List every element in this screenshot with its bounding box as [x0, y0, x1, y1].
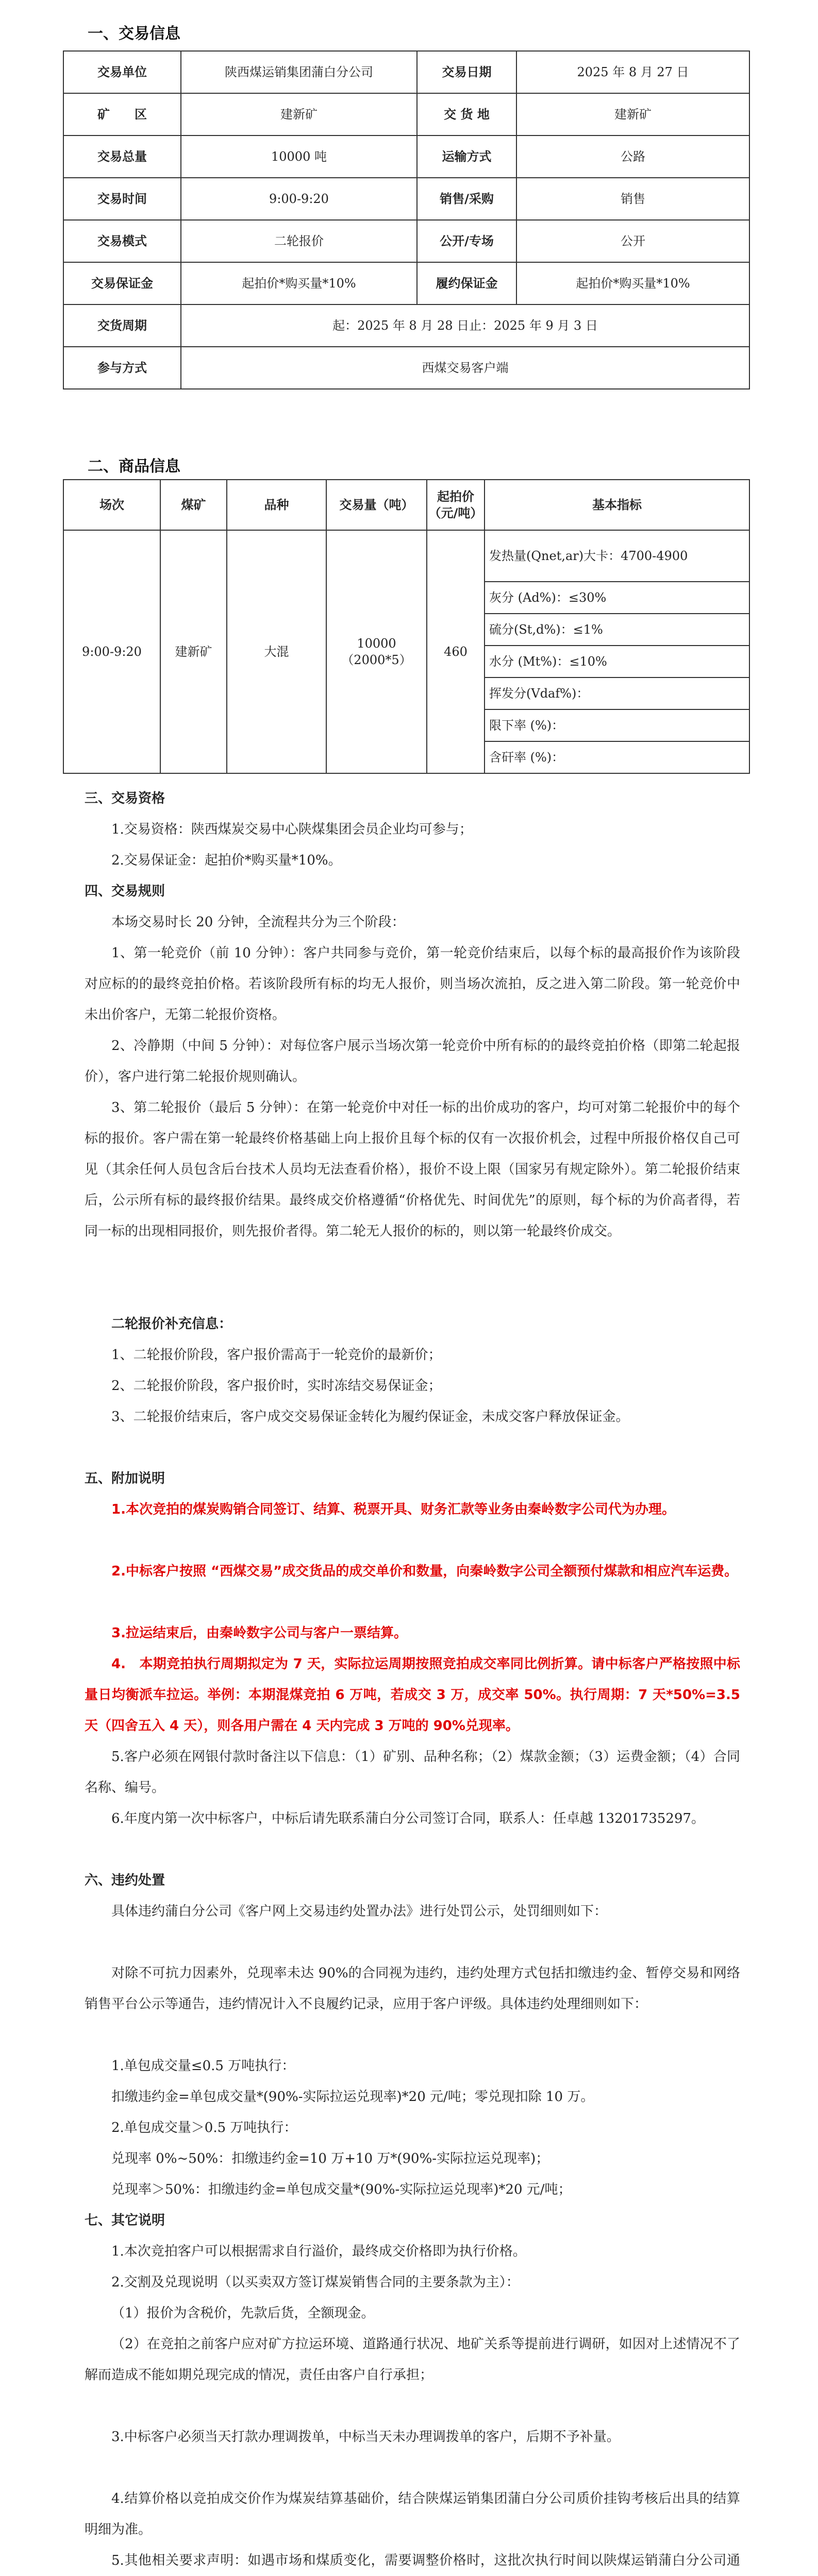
other-note-2-1: （1）报价为含税价，先款后货，全额现金。: [111, 2306, 375, 2321]
indicator-calorific: 发热量(Qnet,ar)大卡：4700-4900: [485, 530, 749, 582]
rules-stage-2: 2、冷静期（中间 5 分钟）：对每位客户展示当场次第一轮竞价中所有标的的最终竞拍价格（即第二轮起报价），客户进行第二轮报价规则确认。: [85, 1038, 740, 1084]
variety-cell: 大混: [227, 530, 326, 773]
section-rules-title: 四、交易规则: [85, 884, 165, 899]
other-note-4: 4.结算价格以竞拍成交价作为煤炭结算基础价，结合陕煤运销集团蒲白分公司质价挂钩考核后出具的结算明细为准。: [85, 2491, 740, 2537]
additional-note-6: 6.年度内第一次中标客户，中标后请先联系蒲白分公司签订合同，联系人：任卓越 13201735297。: [111, 1811, 705, 1826]
trade-info-row: [63, 178, 749, 220]
qualification-item-2: 2.交易保证金：起拍价*购买量*10%。: [111, 853, 342, 868]
other-note-5: 5.其他相关要求声明：如遇市场和煤质变化，需要调整价格时，这批次执行时间以陕煤运销蒲白分公司通: [111, 2553, 740, 2568]
goods-info-table: [63, 479, 750, 774]
trade-info-row: [63, 135, 749, 178]
round2-item-1: 1、二轮报价阶段，客户报价需高于一轮竞价的最新价；: [111, 1347, 442, 1363]
trade-info-row: [63, 220, 749, 262]
trade-info-value: 建新矿: [516, 93, 749, 135]
indicator-undersize: 限下率 (%)：: [485, 709, 749, 741]
rules-stage-3: 3、第二轮报价（最后 5 分钟）：在第一轮竞价中对任一标的出价成功的客户，均可对第二轮报价中的每个标的报价。客户需在第一轮最终价格基础上向上报价且每个标的仅有一次报价机会，过程中所报价格仅自己可见（其余任何人员包含后台技术人员均无法查看价格），报价不设上限（国家另有规定除外）。第二轮报价结束后，公示所有标的最终报价结果。最终成交价格遵循“价格优先、时间优先”的原则，每个标的为价高者得，若同一标的出现相同报价，则先报价者得。第二轮无人报价的标的，则以第一轮最终价成交。: [85, 1100, 740, 1239]
trade-info-label: 公开/专场: [417, 220, 516, 262]
trade-info-row: [63, 93, 749, 135]
indicator-volatile: 挥发分(Vdaf%)：: [485, 677, 749, 709]
mine-cell: 建新矿: [160, 530, 227, 773]
join-method-value: 西煤交易客户端: [181, 347, 749, 389]
trade-info-label: 矿 区: [63, 93, 181, 135]
trade-info-label: 履约保证金: [417, 262, 516, 304]
trade-info-label: 交 货 地: [417, 93, 516, 135]
breach-intro: 具体违约蒲白分公司《客户网上交易违约处置办法》进行处罚公示，处罚细则如下：: [111, 1904, 608, 1919]
delivery-period-label: 交货周期: [63, 304, 181, 347]
trade-info-label: 运输方式: [417, 135, 516, 178]
round2-item-2: 2、二轮报价阶段，客户报价时，实时冻结交易保证金；: [111, 1378, 442, 1394]
trade-info-value: 销售: [516, 178, 749, 220]
trade-info-value: 起拍价*购买量*10%: [516, 262, 749, 304]
delivery-period-value: 起：2025 年 8 月 28 日止：2025 年 9 月 3 日: [181, 304, 749, 347]
trade-info-value: 陕西煤运销集团蒲白分公司: [181, 51, 417, 93]
trade-info-label: 交易保证金: [63, 262, 181, 304]
header-session: 场次: [63, 480, 160, 530]
volume-note: （2000*5）: [341, 653, 412, 667]
volume-cell: [326, 530, 427, 773]
trade-info-value: 起拍价*购买量*10%: [181, 262, 417, 304]
indicator-sulfur: 硫分(St,d%)：≤1%: [485, 614, 749, 646]
trade-info-value: 二轮报价: [181, 220, 417, 262]
qualification-item-1: 1.交易资格：陕西煤炭交易中心陕煤集团会员企业均可参与；: [111, 822, 473, 837]
trade-info-value: 10000 吨: [181, 135, 417, 178]
additional-note-5: 5.客户必须在网银付款时备注以下信息：（1）矿别、品种名称；（2）煤款金额；（3）运费金额；（4）合同名称、编号。: [85, 1749, 740, 1795]
trade-info-table: [63, 50, 750, 389]
session-cell: 9:00-9:20: [63, 530, 160, 773]
join-method-label: 参与方式: [63, 347, 181, 389]
header-mine: 煤矿: [160, 480, 227, 530]
rules-intro: 本场交易时长 20 分钟，全流程共分为三个阶段：: [111, 914, 405, 930]
section-additional-notes-title: 五、附加说明: [85, 1471, 165, 1486]
header-start-price: 起拍价（元/吨）: [427, 480, 485, 530]
breach-case-2: 2.单包成交量＞0.5 万吨执行：: [111, 2120, 297, 2136]
breach-case-2-formula-a: 兑现率 0%~50%：扣缴违约金=10 万+10 万*(90%-实际拉运兑现率)；: [111, 2151, 549, 2166]
other-note-1: 1.本次竞拍客户可以根据需求自行溢价，最终成交价格即为执行价格。: [111, 2244, 526, 2259]
additional-note-2: 2.中标客户按照 “西煤交易”成交货品的成交单价和数量，向秦岭数字公司全额预付煤款和相应汽车运费。: [111, 1564, 738, 1579]
trade-info-label: 销售/采购: [417, 178, 516, 220]
trade-info-value: 公开: [516, 220, 749, 262]
section-trade-info-title: 一、交易信息: [88, 25, 180, 43]
header-variety: 品种: [227, 480, 326, 530]
section-breach-title: 六、违约处置: [85, 1873, 165, 1888]
other-note-2-2: （2）在竞拍之前客户应对矿方拉运环境、道路通行状况、地矿关系等提前进行调研，如因对上述情况不了解而造成不能如期兑现完成的情况，责任由客户自行承担；: [85, 2336, 740, 2383]
other-note-2: 2.交割及兑现说明（以买卖双方签订煤炭销售合同的主要条款为主）：: [111, 2275, 520, 2290]
section-round2-supplement-title: 二轮报价补充信息：: [111, 1316, 232, 1332]
price-cell: 460: [427, 530, 485, 773]
round2-item-3: 3、二轮报价结束后，客户成交交易保证金转化为履约保证金，未成交客户释放保证金。: [111, 1409, 629, 1425]
trade-info-value: 建新矿: [181, 93, 417, 135]
indicator-gangue: 含矸率 (%)：: [485, 741, 749, 773]
trade-info-row: [63, 262, 749, 304]
trade-info-row: [63, 51, 749, 93]
header-indicators: 基本指标: [485, 480, 749, 530]
volume-value: 10000: [357, 636, 396, 651]
other-note-3: 3.中标客户必须当天打款办理调拨单，中标当天未办理调拨单的客户，后期不予补量。: [111, 2429, 620, 2445]
trade-info-label: 交易模式: [63, 220, 181, 262]
additional-note-4: 4. 本期竞拍执行周期拟定为 7 天，实际拉运周期按照竞拍成交率同比例折算。请中标客户严格按照中标量日均衡派车拉运。举例：本期混煤竞拍 6 万吨，若成交 3 万，成交率 50%。执行周期：7 天*50%=3.5 天（四舍五入 4 天），则各用户需在 4 天内完成 3 万吨的 90%兑现率。: [85, 1656, 740, 1734]
breach-case-2-formula-b: 兑现率＞50%：扣缴违约金=单包成交量*(90%-实际拉运兑现率)*20 元/吨；: [111, 2182, 572, 2197]
indicator-ash: 灰分 (Ad%)：≤30%: [485, 582, 749, 614]
breach-case-1: 1.单包成交量≤0.5 万吨执行：: [111, 2058, 295, 2074]
trade-info-label: 交易时间: [63, 178, 181, 220]
trade-info-value: 2025 年 8 月 27 日: [516, 51, 749, 93]
header-volume: 交易量（吨）: [326, 480, 427, 530]
indicator-moisture: 水分 (Mt%)：≤10%: [485, 646, 749, 677]
section-goods-info-title: 二、商品信息: [88, 457, 180, 476]
trade-info-value: 公路: [516, 135, 749, 178]
additional-note-3: 3.拉运结束后，由秦岭数字公司与客户一票结算。: [111, 1625, 407, 1641]
breach-rules: 对除不可抗力因素外，兑现率未达 90%的合同视为违约，违约处理方式包括扣缴违约金、暂停交易和网络销售平台公示等通告，违约情况计入不良履约记录，应用于客户评级。具体违约处理细则如下：: [85, 1965, 740, 2012]
trade-info-label: 交易总量: [63, 135, 181, 178]
section-qualification-title: 三、交易资格: [85, 791, 165, 806]
trade-info-value: 9:00-9:20: [181, 178, 417, 220]
breach-case-1-formula: 扣缴违约金=单包成交量*(90%-实际拉运兑现率)*20 元/吨；零兑现扣除 10 万。: [111, 2089, 594, 2105]
trade-info-label: 交易日期: [417, 51, 516, 93]
additional-note-1: 1.本次竞拍的煤炭购销合同签订、结算、税票开具、财务汇款等业务由秦岭数字公司代为办理。: [111, 1502, 675, 1517]
trade-info-label: 交易单位: [63, 51, 181, 93]
rules-stage-1: 1、第一轮竞价（前 10 分钟）：客户共同参与竞价，第一轮竞价结束后，以每个标的最高报价作为该阶段对应标的的最终竞拍价格。若该阶段所有标的均无人报价，则当场次流拍，反之进入第二阶段。第一轮竞价中未出价客户，无第二轮报价资格。: [85, 945, 740, 1023]
section-other-notes-title: 七、其它说明: [85, 2213, 165, 2228]
